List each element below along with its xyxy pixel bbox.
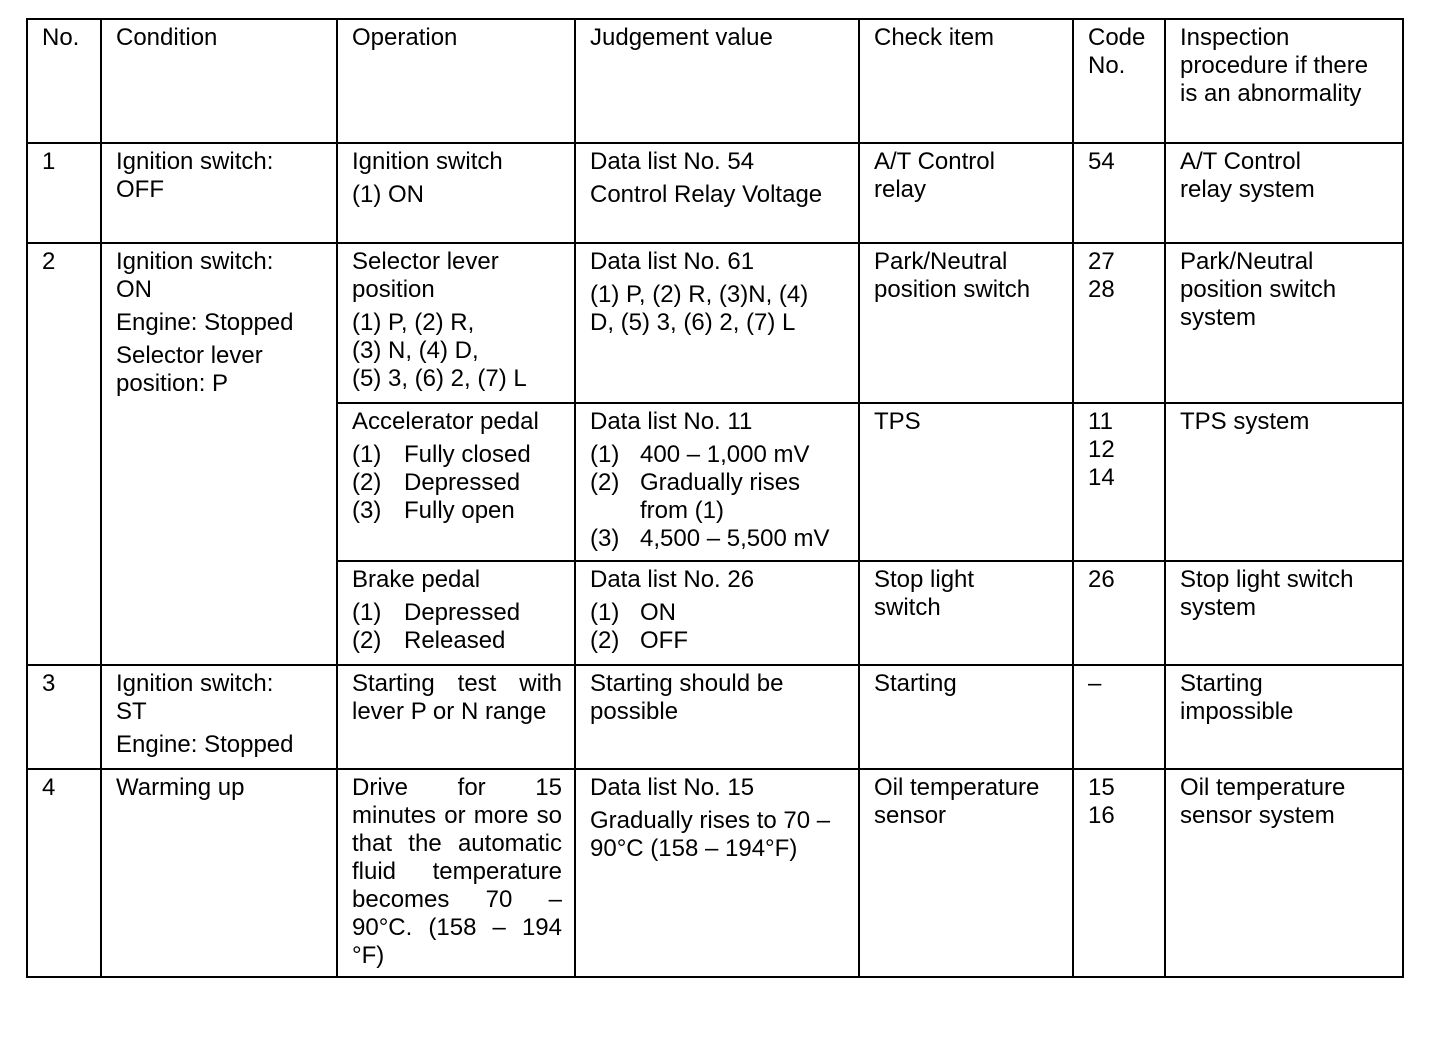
cell-judgement-value: Starting should be possible [575, 665, 859, 769]
cell-check-item: Starting [859, 665, 1073, 769]
header-no: No. [27, 19, 101, 143]
cell-code-no: 54 [1073, 143, 1165, 243]
cell-judgement-value: Data list No. 15 Gradually rises to 70 – 90°C (158 – 194°F) [575, 769, 859, 977]
cell-condition: Ignition switch: ST Engine: Stopped [101, 665, 337, 769]
cell-no: 1 [27, 143, 101, 243]
cell-judgement-value: Data list No. 11 (1) 400 – 1,000 mV (2) Gradually rises from (1) (3) 4,500 – 5,500 mV [575, 403, 859, 561]
cell-operation: Ignition switch (1) ON [337, 143, 575, 243]
inspection-table [26, 18, 1404, 978]
cell-condition: Ignition switch: OFF [101, 143, 337, 243]
cell-inspection-procedure: Stop light switch system [1165, 561, 1403, 665]
table-row-3 [27, 665, 1403, 769]
cell-inspection-procedure: TPS system [1165, 403, 1403, 561]
header-judgement-value: Judgement value [575, 19, 859, 143]
cell-judgement-value: Data list No. 54 Control Relay Voltage [575, 143, 859, 243]
cell-inspection-procedure: Oil temperature sensor system [1165, 769, 1403, 977]
cell-condition: Ignition switch: ON Engine: Stopped Selector lever position: P [101, 243, 337, 665]
cell-inspection-procedure: Starting impossible [1165, 665, 1403, 769]
cell-code-no: 15 16 [1073, 769, 1165, 977]
cell-inspection-procedure: Park/Neutral position switch system [1165, 243, 1403, 403]
cell-code-no: 27 28 [1073, 243, 1165, 403]
cell-condition: Warming up [101, 769, 337, 977]
cell-operation: Accelerator pedal (1) Fully closed (2) Depressed (3) Fully open [337, 403, 575, 561]
header-code-no: Code No. [1073, 19, 1165, 143]
cell-no: 3 [27, 665, 101, 769]
header-inspection-procedure: Inspection procedure if there is an abnormality [1165, 19, 1403, 143]
cell-operation: Selector lever position (1) P, (2) R, (3) N, (4) D, (5) 3, (6) 2, (7) L [337, 243, 575, 403]
header-row [27, 19, 1403, 143]
cell-operation: Starting test with lever P or N range [337, 665, 575, 769]
header-check-item: Check item [859, 19, 1073, 143]
header-condition: Condition [101, 19, 337, 143]
cell-judgement-value: Data list No. 61 (1) P, (2) R, (3)N, (4) D, (5) 3, (6) 2, (7) L [575, 243, 859, 403]
cell-no: 2 [27, 243, 101, 665]
cell-check-item: Oil temperature sensor [859, 769, 1073, 977]
cell-check-item: A/T Control relay [859, 143, 1073, 243]
cell-operation: Brake pedal (1) Depressed (2) Released [337, 561, 575, 665]
cell-check-item: Park/Neutral position switch [859, 243, 1073, 403]
table-row-2-selector [27, 243, 1403, 403]
cell-check-item: Stop light switch [859, 561, 1073, 665]
cell-code-no: 26 [1073, 561, 1165, 665]
cell-judgement-value: Data list No. 26 (1) ON (2) OFF [575, 561, 859, 665]
table-row-4 [27, 769, 1403, 977]
cell-inspection-procedure: A/T Control relay system [1165, 143, 1403, 243]
cell-operation: Drive for 15 minutes or more so that the automatic fluid temperature becomes 70 – 90°C. (158 – 194 °F) [337, 769, 575, 977]
cell-code-no: – [1073, 665, 1165, 769]
cell-check-item: TPS [859, 403, 1073, 561]
header-operation: Operation [337, 19, 575, 143]
cell-no: 4 [27, 769, 101, 977]
table-row-1 [27, 143, 1403, 243]
cell-code-no: 11 12 14 [1073, 403, 1165, 561]
